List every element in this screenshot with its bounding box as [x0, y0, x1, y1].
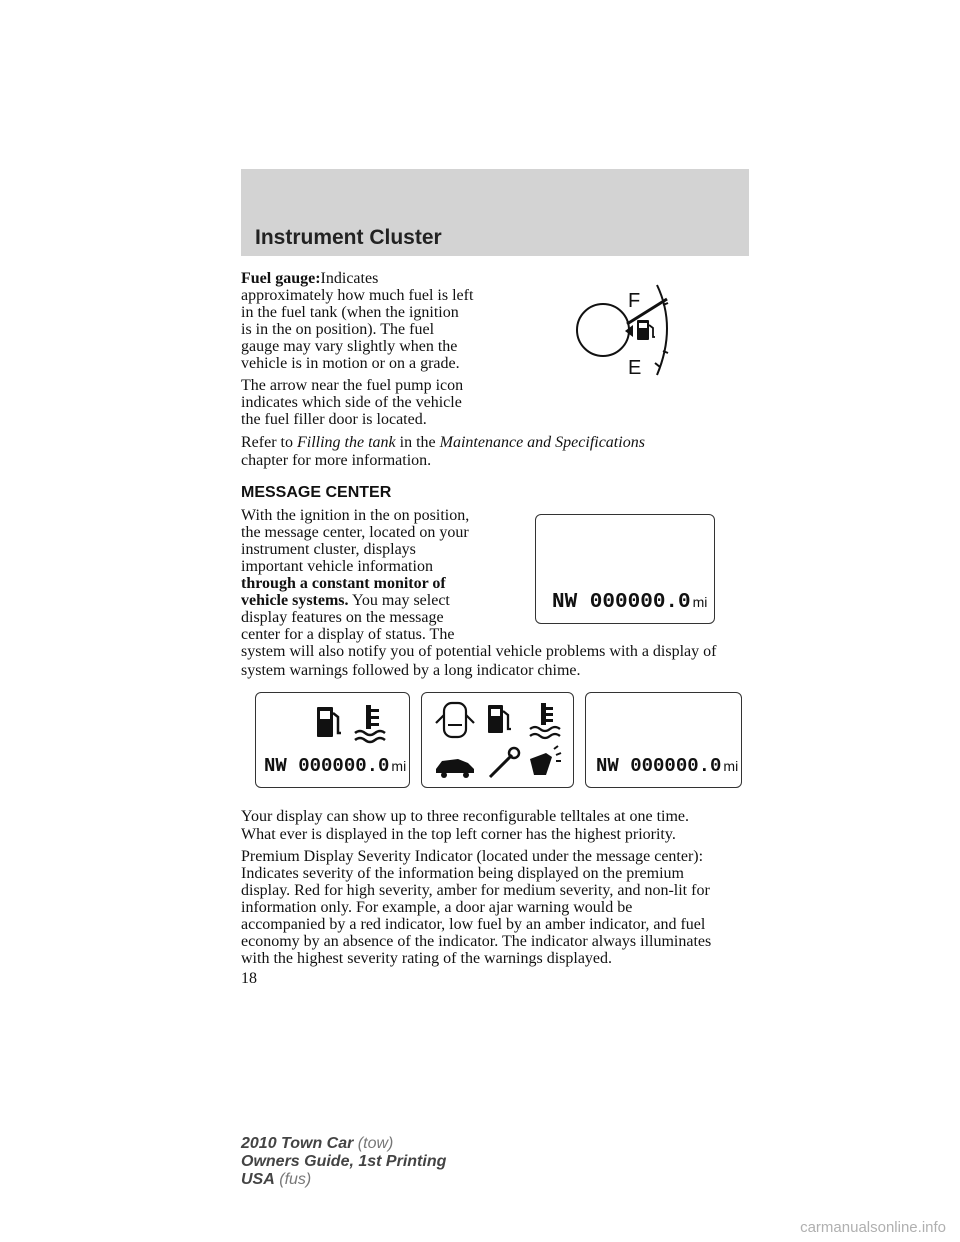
- severity-line: with the highest severity rating of the warnings displayed.: [241, 950, 613, 967]
- severity-line: accompanied by a red indicator, low fuel by an amber indicator, and fuel: [241, 916, 706, 933]
- arrow-line: indicates which side of the vehicle: [241, 394, 462, 411]
- gauge-hub: [577, 304, 629, 356]
- mc-full-line: system warnings followed by a long indicator chime.: [241, 662, 581, 679]
- mc-line: the message center, located on your: [241, 524, 469, 541]
- wrench-icon: [490, 748, 519, 777]
- left-telltales: [311, 701, 403, 747]
- right-odometer: [596, 755, 738, 777]
- severity-line: Indicates severity of the information being displayed on the premium: [241, 865, 684, 882]
- message-center-display: [535, 514, 715, 624]
- fuel-gauge-first-line: Indicates: [320, 270, 379, 287]
- fuel-gauge-label: Fuel gauge:: [241, 270, 321, 287]
- footer-line-3: [241, 1171, 446, 1189]
- fuel-gauge-line: approximately how much fuel is left: [241, 287, 474, 304]
- gauge-full-label: F: [628, 290, 641, 312]
- page-title: Instrument Cluster: [255, 226, 442, 249]
- fuel-pump-icon: [637, 320, 655, 340]
- refer-link-maintenance: Maintenance and Specifications: [439, 434, 645, 451]
- arrow-line: The arrow near the fuel pump icon: [241, 377, 464, 394]
- footer-line-2: [241, 1153, 446, 1171]
- display-telltales-middle: [421, 692, 574, 788]
- mc-mixed-line: [241, 592, 450, 609]
- mc-full-line: system will also notify you of potential vehicle problems with a display of: [241, 643, 717, 660]
- right-odometer-unit: mi: [723, 758, 739, 774]
- telltale-line: Your display can show up to three reconfigurable telltales at one time.: [241, 808, 690, 825]
- footer-region: USA: [241, 1171, 275, 1188]
- display-telltales-right: [585, 692, 742, 788]
- arrow-line: the fuel filler door is located.: [241, 411, 427, 428]
- footer-printing: Owners Guide, 1st Printing: [241, 1153, 447, 1170]
- mc-after-bold: You may select: [348, 592, 450, 609]
- mc-line: With the ignition in the on position,: [241, 507, 470, 524]
- right-odometer-value: NW 000000.0: [596, 755, 722, 777]
- message-center-heading: MESSAGE CENTER: [241, 484, 392, 501]
- mc-line: important vehicle information: [241, 558, 433, 575]
- fuel-gauge-illustration: [565, 275, 685, 385]
- gauge-empty-label: E: [628, 357, 642, 379]
- odometer-value: NW 000000.0: [552, 591, 691, 614]
- footer-region-code: (fus): [279, 1171, 312, 1188]
- footer: [241, 1135, 446, 1189]
- footer-line-1: [241, 1135, 446, 1153]
- footer-model: 2010 Town Car: [241, 1135, 354, 1152]
- refer-line-2: chapter for more information.: [241, 452, 432, 469]
- left-odometer-value: NW 000000.0: [264, 755, 390, 777]
- fuel-gauge-line: vehicle is in motion or on a grade.: [241, 355, 460, 372]
- left-odometer: [264, 755, 406, 777]
- odometer-readout: [552, 591, 707, 614]
- odometer-unit: mi: [692, 594, 708, 610]
- fuel-pump-icon: [488, 705, 511, 733]
- mc-line: display features on the message: [241, 609, 444, 626]
- page-number: 18: [241, 970, 257, 987]
- refer-mid: in the: [395, 434, 440, 451]
- coolant-temperature-icon: [355, 705, 385, 742]
- mc-bold-phrase: vehicle systems.: [241, 592, 349, 609]
- washer-fluid-icon: [530, 746, 561, 775]
- footer-model-code: (tow): [357, 1135, 394, 1152]
- severity-line: information only. For example, a door ajar warning would be: [241, 899, 633, 916]
- severity-line: economy by an absence of the indicator. The indicator always illuminates: [241, 933, 712, 950]
- coolant-temperature-icon: [530, 703, 560, 738]
- left-odometer-unit: mi: [391, 758, 407, 774]
- severity-line: display. Red for high severity, amber for medium severity, and non-lit for: [241, 882, 710, 899]
- fuel-gauge-line: in the fuel tank (when the ignition: [241, 304, 459, 321]
- telltale-line: What ever is displayed in the top left corner has the highest priority.: [241, 826, 676, 843]
- fuel-gauge-line-1: [241, 270, 378, 287]
- fuel-gauge-line: gauge may vary slightly when the: [241, 338, 458, 355]
- refer-line: [241, 434, 645, 451]
- mc-line: center for a display of status. The: [241, 626, 455, 643]
- fuel-gauge-line: is in the on position). The fuel: [241, 321, 435, 338]
- refer-prefix: Refer to: [241, 434, 297, 451]
- section-header: [241, 169, 749, 256]
- watermark: carmanualsonline.info: [800, 1219, 946, 1236]
- severity-line: Premium Display Severity Indicator (located under the message center):: [241, 848, 704, 865]
- mc-line: instrument cluster, displays: [241, 541, 416, 558]
- refer-link-filling-the-tank: Filling the tank: [296, 434, 396, 451]
- trunk-ajar-icon: [436, 759, 474, 778]
- fuel-pump-icon: [317, 707, 341, 737]
- door-ajar-icon: [436, 703, 474, 737]
- middle-telltales: [430, 699, 568, 783]
- mc-bold-line: through a constant monitor of: [241, 575, 446, 592]
- display-telltales-left: [255, 692, 410, 788]
